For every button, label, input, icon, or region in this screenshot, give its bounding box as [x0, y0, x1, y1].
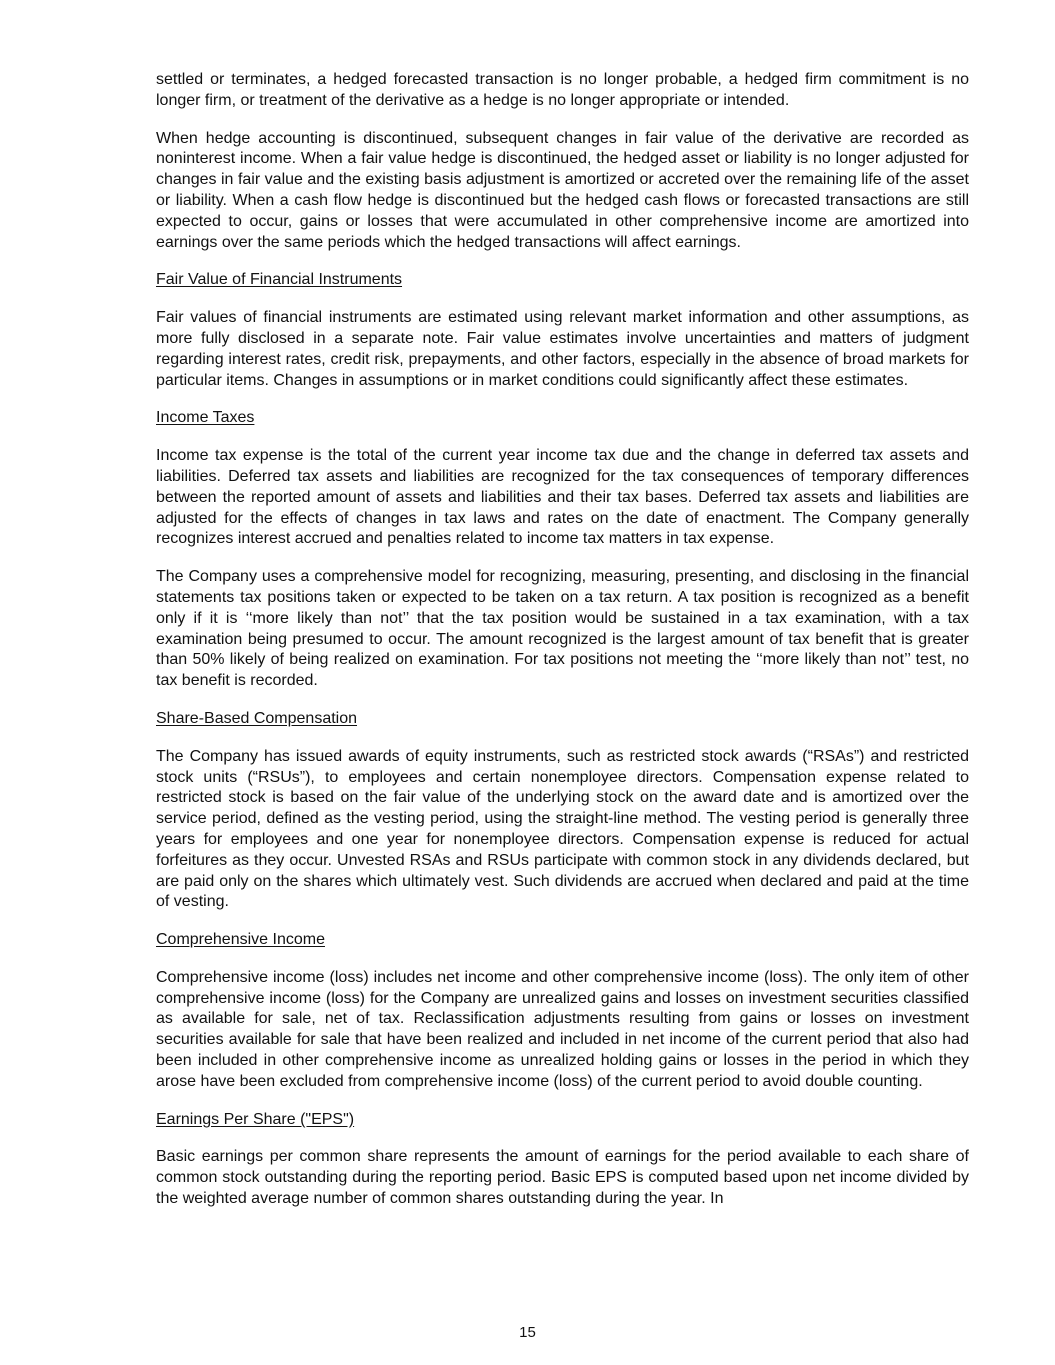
- hedge-discontinued-paragraph: When hedge accounting is discontinued, subsequent changes in fair value of the derivative are recorded as noninterest income. When a fair value hedge is discontinued, the hedged asset or liability is no longer adjusted for changes in fair value and the existing basis adjustment is amortized or accreted over the remaining life of the asset or liability. When a cash flow hedge is discontinued but the hedged cash flows or forecasted transactions are still expected to occur, gains or losses that were accumulated in other comprehensive income are amortized into earnings over the same periods which the hedged transactions will affect earnings.: [156, 129, 969, 251]
- page-number: 15: [519, 1324, 536, 1341]
- income-taxes-paragraph-1: Income tax expense is the total of the current year income tax due and the change in deferred tax assets and liabilities. Deferred tax assets and liabilities are recognized for the tax consequences of temporary differences between the reported amount of assets and liabilities and their tax bases. Deferred tax assets and liabilities are adjusted for the effects of changes in tax laws and rates on the date of enactment. The Company generally recognizes interest accrued and penalties related to income tax matters in tax expense.: [156, 447, 969, 548]
- eps-heading: Earnings Per Share ("EPS"): [156, 1110, 355, 1128]
- share-based-compensation-heading: Share-Based Compensation: [156, 709, 358, 727]
- income-taxes-heading: Income Taxes: [156, 409, 255, 427]
- hedge-termination-paragraph: settled or terminates, a hedged forecasted transaction is no longer probable, a hedged firm commitment is no longer firm, or treatment of the derivative as a hedge is no longer appropriate or intended.: [156, 71, 969, 109]
- comprehensive-income-heading: Comprehensive Income: [156, 931, 325, 949]
- income-taxes-paragraph-2: The Company uses a comprehensive model for recognizing, measuring, presenting, and disclosing in the financial statements tax positions taken or expected to be taken on a tax return. A tax position is recognized as a benefit only if it is ‘‘more likely than not’’ that the tax position would be sustained in a tax examination, with a tax examination being presumed to occur. The amount recognized is the largest amount of tax benefit that is greater than 50% likely of being realized on examination. For tax positions not meeting the ‘‘more likely than not’’ test, no tax benefit is recorded.: [156, 568, 969, 690]
- eps-paragraph: Basic earnings per common share represents the amount of earnings for the period available to each share of common stock outstanding during the reporting period. Basic EPS is computed based upon net income divided by the weighted average number of common shares outstanding during the year. In: [156, 1148, 969, 1208]
- comprehensive-income-paragraph: Comprehensive income (loss) includes net income and other comprehensive income (loss). The only item of other comprehensive income (loss) for the Company are unrealized gains and losses on investment securities classified as available for sale, net of tax. Reclassification adjustments resulting from gains or losses on investment securities available for sale that have been realized and included in net income of the current period that also had been included in other comprehensive income as unrealized holding gains or losses in the period in which they arose have been excluded from comprehensive income (loss) of the current period to avoid double counting.: [156, 968, 969, 1090]
- fair-value-paragraph: Fair values of financial instruments are estimated using relevant market information and other assumptions, as more fully disclosed in a separate note. Fair value estimates involve uncertainties and matters of judgment regarding interest rates, credit risk, prepayments, and other factors, especially in the absence of broad markets for particular items. Changes in assumptions or in market conditions could significantly affect these estimates.: [156, 309, 969, 389]
- fair-value-heading: Fair Value of Financial Instruments: [156, 271, 403, 289]
- share-based-compensation-paragraph: The Company has issued awards of equity instruments, such as restricted stock awards (“RSAs”) and restricted stock units (“RSUs”), to employees and certain nonemployee directors. Compensation expense related to restricted stock is based on the fair value of the underlying stock on the award date and is amortized over the service period, defined as the vesting period, using the straight-line method. The vesting period is generally three years for employees and one year for nonemployee directors. Compensation expense is reduced for actual forfeitures as they occur. Unvested RSAs and RSUs participate with common stock in any dividends declared, but are paid only on the shares which ultimately vest. Such dividends are accrued when declared and paid at the time of vesting.: [156, 747, 969, 911]
- document-page: [156, 70, 969, 1227]
